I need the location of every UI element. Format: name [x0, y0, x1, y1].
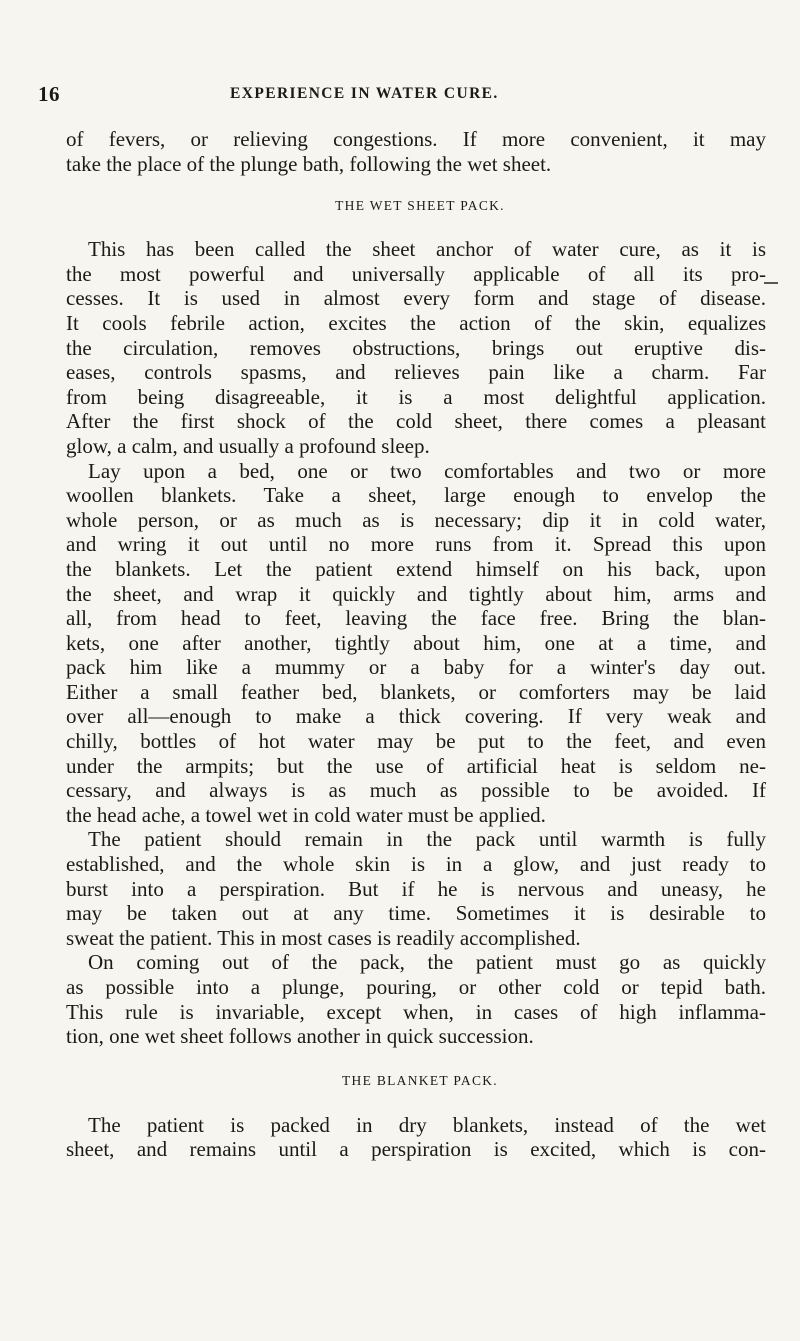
text-line: This has been called the sheet anchor of water cure, as it is — [88, 237, 766, 262]
opening-paragraph — [66, 127, 766, 176]
text-line: pack him like a mummy or a baby for a winter's day out. — [66, 655, 766, 680]
text-line: kets, one after another, tightly about him, one at a time, and — [66, 630, 766, 655]
text-line: burst into a perspiration. But if he is nervous and uneasy, he — [66, 876, 766, 901]
text-line: Either a small feather bed, blankets, or comforters may be laid — [66, 679, 766, 704]
text-line: from being disagreeable, it is a most delightful application. — [66, 384, 766, 409]
running-head — [38, 82, 758, 110]
text-line: On coming out of the pack, the patient must go as quickly — [88, 950, 766, 975]
text-line: as possible into a plunge, pouring, or other cold or tepid bath. — [66, 975, 766, 999]
text-line: sheet, and remains until a perspiration is excited, which is con- — [66, 1137, 766, 1162]
paragraph — [66, 459, 766, 828]
text-line: After the first shock of the cold sheet, there comes a pleasant — [66, 409, 766, 434]
text-line: cesses. It is used in almost every form and stage of disease. — [66, 286, 766, 311]
text-line: eases, controls spasms, and relieves pain like a charm. Far — [66, 360, 766, 385]
text-line: the most powerful and universally applicable of all its pro- — [66, 261, 766, 286]
paragraph — [66, 1113, 766, 1162]
text-line: Lay upon a bed, one or two comfortables and two or more — [88, 458, 766, 483]
text-line: and wring it out until no more runs from it. Spread this upon — [66, 532, 766, 557]
text-line: established, and the whole skin is in a glow, and just ready to — [66, 852, 766, 877]
text-line: the circulation, removes obstructions, brings out eruptive dis- — [66, 335, 766, 360]
page-number: 16 — [38, 82, 60, 106]
text-line: This rule is invariable, except when, in cases of high inflamma- — [66, 999, 766, 1024]
text-line: the blankets. Let the patient extend himself on his back, upon — [66, 556, 766, 581]
text-line: The patient is packed in dry blankets, instead of the wet — [88, 1112, 766, 1137]
paragraph — [66, 237, 766, 458]
text-line: all, from head to feet, leaving the face free. Bring the blan- — [66, 606, 766, 631]
text-line: take the place of the plunge bath, following the wet sheet. — [66, 151, 552, 176]
text-line: It cools febrile action, excites the action of the skin, equalizes — [66, 310, 766, 335]
text-line: over all—enough to make a thick covering. If very weak and — [66, 704, 766, 729]
paragraph — [66, 827, 766, 950]
running-title: EXPERIENCE IN WATER CURE. — [230, 85, 499, 102]
text-line: under the armpits; but the use of artificial heat is seldom ne- — [66, 753, 766, 778]
text-line: the head ache, a towel wet in cold water must be applied. — [66, 802, 546, 827]
text-line: of fevers, or relieving congestions. If more convenient, it may — [66, 127, 766, 151]
text-line: the sheet, and wrap it quickly and tightly about him, arms and — [66, 581, 766, 606]
section-heading-blanket-pack: THE BLANKET PACK. — [342, 1072, 498, 1088]
margin-mark — [764, 282, 778, 284]
paragraph — [66, 950, 766, 1048]
text-line: whole person, or as much as is necessary; dip it in cold water, — [66, 507, 766, 532]
text-line: tion, one wet sheet follows another in quick succession. — [66, 1024, 534, 1049]
text-line: glow, a calm, and usually a profound sleep. — [66, 433, 430, 458]
text-line: woollen blankets. Take a sheet, large enough to envelop the — [66, 483, 766, 508]
text-line: The patient should remain in the pack until warmth is fully — [88, 827, 766, 852]
body-text — [66, 127, 766, 1162]
text-line: may be taken out at any time. Sometimes it is desirable to — [66, 901, 766, 926]
section-heading-wet-sheet-pack: THE WET SHEET PACK. — [335, 198, 505, 214]
text-line: sweat the patient. This in most cases is readily accomplished. — [66, 925, 581, 950]
text-line: cessary, and always is as much as possible to be avoided. If — [66, 778, 766, 803]
text-line: chilly, bottles of hot water may be put to the feet, and even — [66, 729, 766, 754]
